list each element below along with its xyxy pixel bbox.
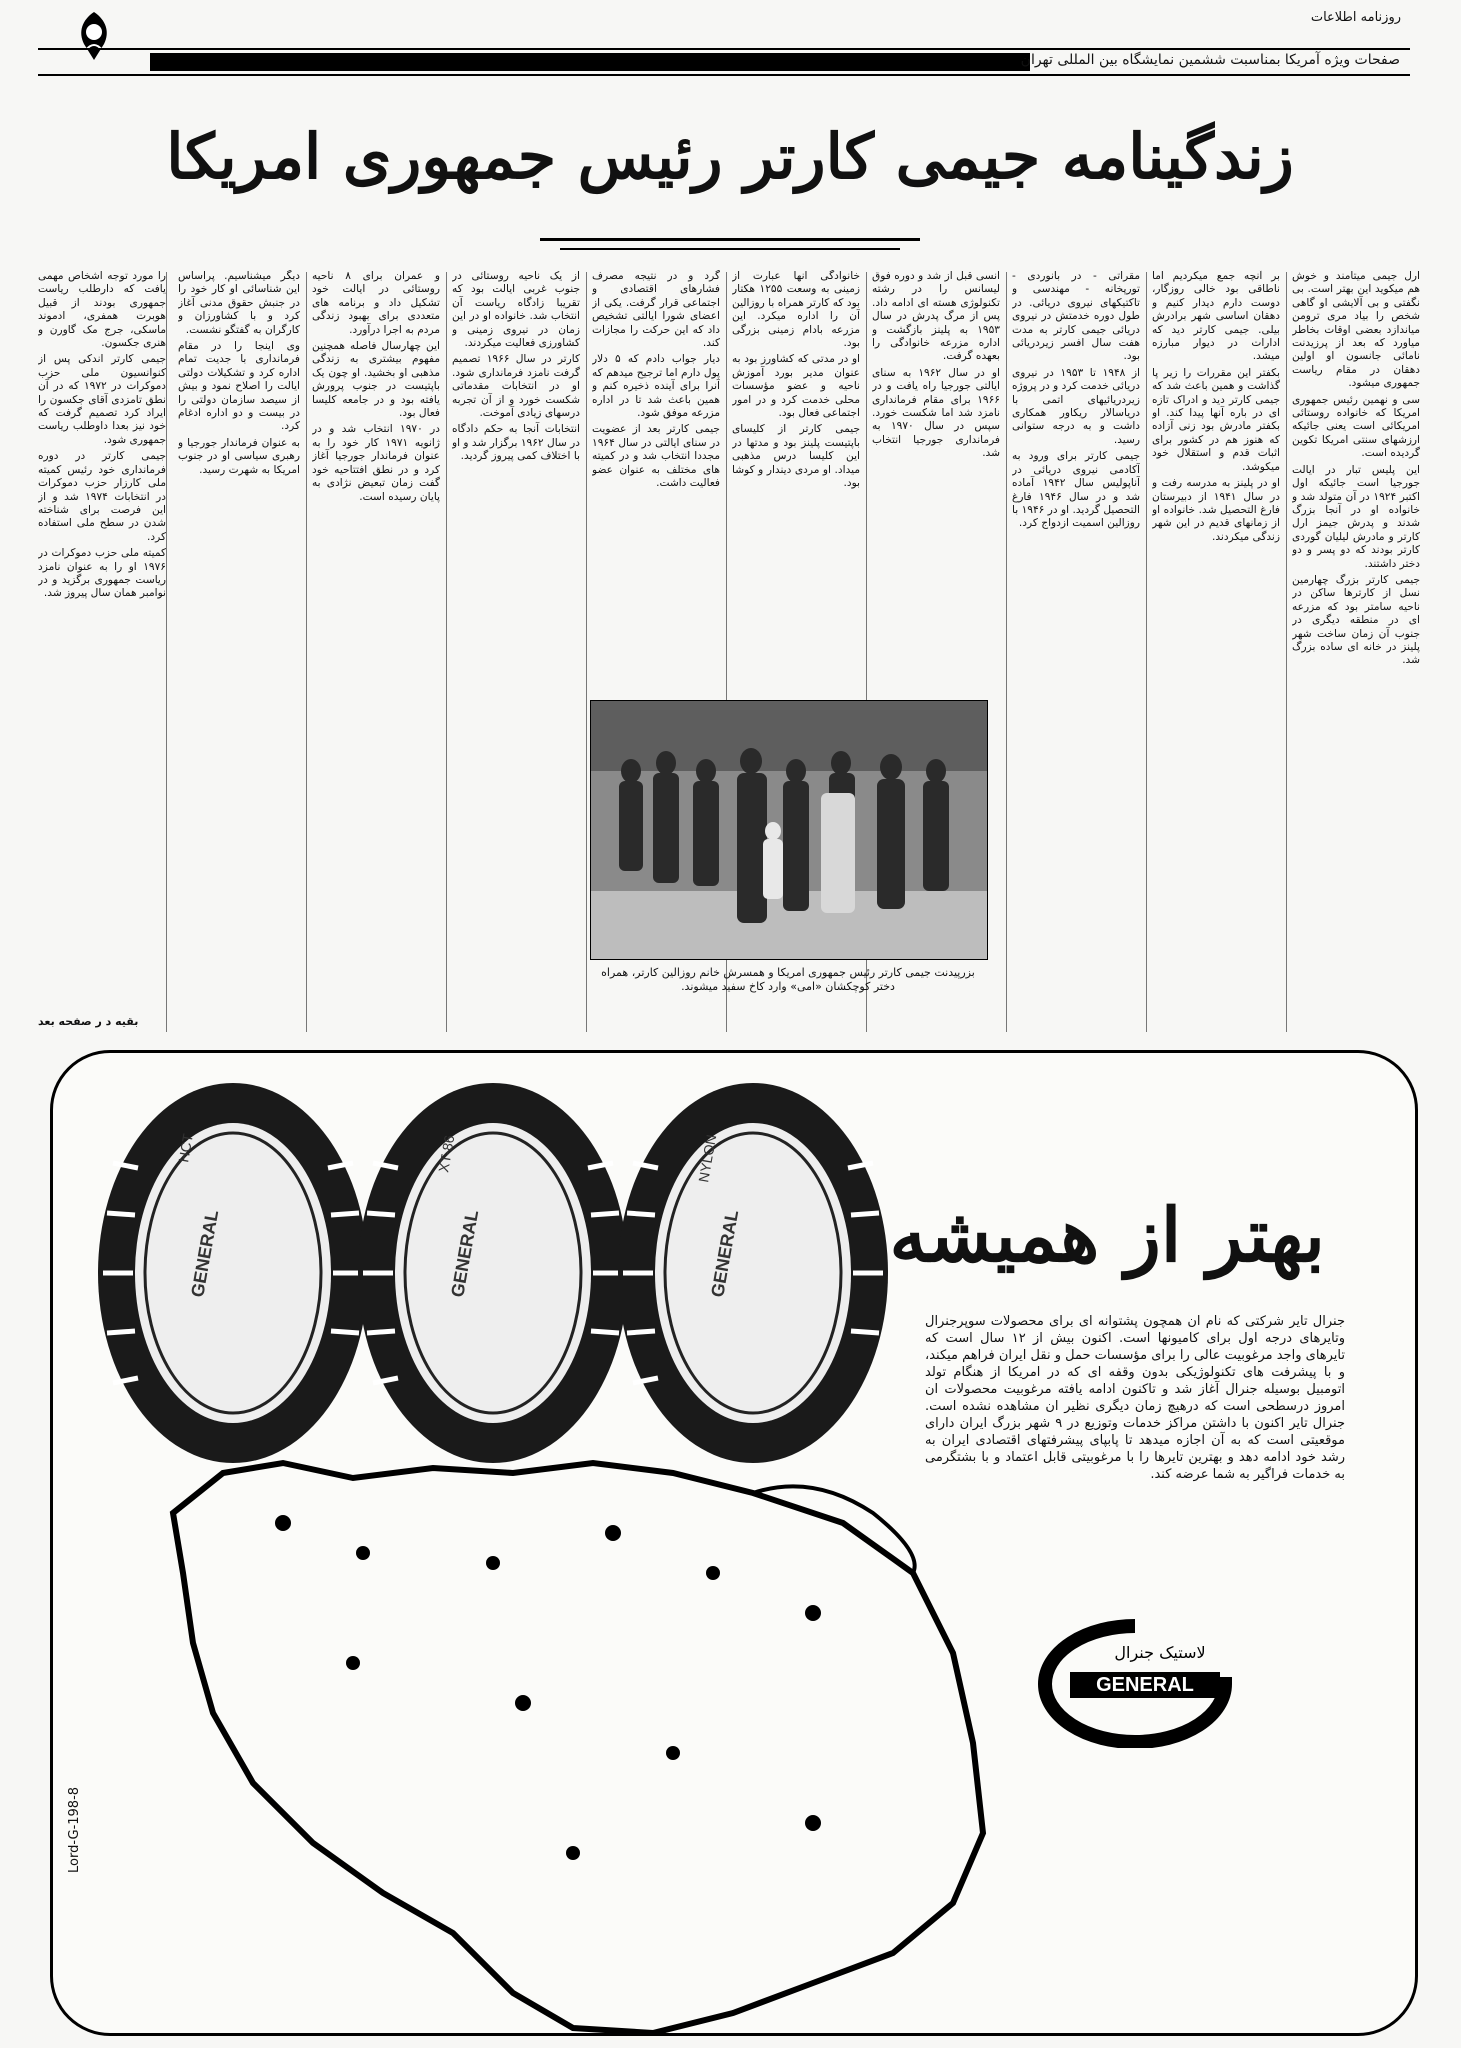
ad-body-text: جنرال تایر شرکتی که نام ان همچون پشتوانه ای برای محصولات سوپرجنرال وتایرهای درجه اول برای کامیونها است. اکنون بیش از ۱۲ سال است که تایرهای واجد مرغوبیت عالی را برای مؤسسات حمل و نقل ایران فراهم میکند، و با پیشرفت های تکنولوژیکی بدون وقفه ای که در امریکا از هنگام تولد اتومبیل بوسیله جنرال آغاز شد و تاکنون ادامه یافته مرغوبیت محصولات ان امروز درسطحی است که درهیچ زمان دیگری نظیر ان مشاهده نشده است. جنرال تایر اکنون با داشتن مراکز خدمات وتوزیع در ۹ شهر بزرگ ایران دارای موقعیتی است که به آن اجازه میدهد تا پابپای پیشرفتهای اقتصادی ایران به رشد خود ادامه دهد و بهترین تایرها را با مرغوبیتی قابل اعتماد و با بشتگرمی به خدمات فراگیر به شما عرضه کند.	[925, 1314, 1345, 1482]
article-column-1: ارل جیمی میتامند و خوش هم میکوید این بهتر است. بی نگفتی و بی آلایشی او گاهی شخص را بیاد مری ترومن میاندازد بعضی اوقات بخاطر میاورد که بعد از پرزیدنت نامائی جانسون او اولین دهقان در مقام ریاست جمهوری میشود. سی و نهمین رئیس جمهوری امریکا که خانواده روستائی امریکائی است یعنی جائیکه ارزشهای سنتی امریکا تکوین گردیده است. این پلیس تبار در ایالت جورجیا است جائیکه اول اکتبر ۱۹۲۴ در آن متولد شد و خانواده او در آنجا بزرگ شدند و پدرش جیمز ارل کارتر و مادرش لیلیان گوردی کارتر بودند که دو پسر و دو دختر داشتند. جیمی کارتر بزرگ چهارمین نسل از کارترها ساکن در ناحیه سامتر بود که مزرعه ای در منطقه دیگری در جنوب آن زمان ساخت شهر پلینز در خانه ای ساده بزرگ شد.	[1292, 270, 1420, 667]
brand-name-en: GENERAL	[1096, 1674, 1194, 1696]
article-column-10: را مورد توجه اشخاص مهمی یافت که دارطلب ریاست جمهوری بودند از قبیل هوبرت همفری، ادموند ماسکی، جرج مک گاورن و هنری جکسون. جیمی کارتر اندکی پس از کنوانسیون ملی حزب دموکرات در ۱۹۷۲ که در آن نطق تامزدی آقای جکسون را ایراد کرد تصمیم گرفت که خود نیز بعدا داوطلب ریاست جمهوری شود. جیمی کارتر در دوره فرمانداری خود رئیس کمیته ملی کارزار حزب دموکرات در انتخابات ۱۹۷۴ شد و از این فرصت برای شناخته شدن در سطح ملی استفاده کرد. کمیته ملی حزب دموکرات در ۱۹۷۶ او را به عنوان نامزد ریاست جمهوری برگزید و در نوامبر همان سال پیروز شد.	[38, 270, 166, 600]
column-divider	[1006, 272, 1007, 1032]
column-divider	[1286, 272, 1287, 1032]
main-headline: زندگینامه جیمی کارتر رئیس جمهوری امریکا	[166, 120, 1294, 193]
column-divider	[446, 272, 447, 1032]
map-city-dots	[275, 1515, 821, 1860]
column-divider	[306, 272, 307, 1032]
article-column-5: خانوادگی انها عبارت از زمینی به وسعت ۱۲۵۵ هکتار بود که کارتر همراه با روزالین آن را اداره میکرد. این مزرعه بادام زمینی بزرگی بود. او در مدتی که کشاورز بود به عنوان مدیر بورد آموزش ناحیه و عضو مؤسسات محلی خدمت کرد و در امور اجتماعی فعال بود. جیمی کارتر از کلیسای باپتیست پلینز بود و مدتها در این کلیسا درس مذهبی میداد. او مردی دیندار و کوشا بود.	[732, 270, 860, 490]
article-column-3: مقراتی - در بانوردی - تورپخانه - مهندسی و تاکتیکهای نیروی دریائی. در طول دوره خدمتش در نیروی دریائی جیمی کارتر به مدت هفت سال افسر زیردریائی بود. از ۱۹۴۸ تا ۱۹۵۳ در نیروی دریائی خدمت کرد و در پروژه زیردریائیهای اتمی با دریاسالار ریکاور همکاری داشت و به درجه ستوانی رسید. جیمی کارتر برای ورود به آکادمی نیروی دریائی در آناپولیس سال ۱۹۴۲ آماده شد و در سال ۱۹۴۶ فارغ التحصیل گردید. او در ۱۹۴۶ با روزالین اسمیت ازدواج کرد.	[1012, 270, 1140, 530]
header-subtitle: صفحات ویژه آمریکا بمناسبت ششمین نمایشگاه بین المللی تهران	[1020, 52, 1400, 68]
header-bar	[38, 48, 1410, 76]
carter-family-photo	[590, 700, 988, 960]
newspaper-name: روزنامه اطلاعات	[1310, 10, 1401, 25]
article-column-2: بر آنچه جمع میکردیم اما ناطاقی بود خالی روزگار، دوست دارم دیدار کنیم و دهقان اساسی شهر برادرش بیلی. جیمی کارتر دید که ادارات در دیوار مبارزه میشد. بکفتر این مقررات را زیر پا گذاشت و همین باعث شد که جیمی کارتر دید و ادراک تازه ای در باره آنها پیدا کند. او بکفتر مادرش بود زنی آزاده که هنوز هم در کشور برای اثبات قدم و استقلال خود میکوشد. او در پلینز به مدرسه رفت و در سال ۱۹۴۱ از دبیرستان فارغ التحصیل شد. خانواده او از زمانهای قدیم در این شهر زندگی میکردند.	[1152, 270, 1280, 543]
tire-group	[98, 1083, 888, 1463]
tire-model-1: HCT	[175, 1132, 196, 1164]
continued-notice: بقیه د ر صفحه بعد	[38, 1015, 139, 1028]
tire-model-3: NYLON	[695, 1133, 720, 1184]
ad-code: Lord-G-198-8	[67, 1786, 82, 1873]
tire-model-2: XT-86	[435, 1133, 458, 1174]
headline-rule-bottom	[560, 248, 900, 250]
article-column-9: دیگر میشناسیم. پراساس این شناسائی او کار خود را در جنبش حقوق مدنی آغاز کرد و با کشاورزان و کارگران به گفتگو نشست. وی اینجا را در مقام فرمانداری با جدیت تمام اداره کرد و تشکیلات دولتی ایالت را اصلاح نمود و بیش از سیصد سازمان دولتی را در بیست و دو اداره ادغام کرد. به عنوان فرماندار جورجیا و رهبری سیاسی او در جنوب امریکا به شهرت رسید.	[178, 270, 300, 476]
tire-label-2: GENERAL	[447, 1208, 483, 1299]
column-divider	[586, 272, 587, 1032]
iran-map-outline	[173, 1463, 983, 2033]
tire-label-3: GENERAL	[707, 1208, 743, 1299]
brand-name-fa: لاستیک جنرال	[1114, 1643, 1206, 1662]
headline-rule-top	[540, 238, 920, 241]
header-black-band	[150, 53, 1030, 71]
photo-illustration	[591, 701, 987, 959]
article-column-8: و عمران برای ۸ ناحیه روستائی در ایالت خود تشکیل داد و برنامه های متعددی برای بهبود زندگی مردم به اجرا درآورد. این چهارسال فاصله همچنین مفهوم بیشتری به زندگی مذهبی او بخشید. او چون یک باپتیست در جنوب پرورش یافته بود و در جامعه کلیسا فعال بود. در ۱۹۷۰ انتخاب شد و در ژانویه ۱۹۷۱ کار خود را به عنوان فرماندار جورجیا آغاز کرد و در نطق افتتاحیه خود گفت زمان تبعیض نژادی به پایان رسیده است.	[312, 270, 440, 503]
column-divider	[1146, 272, 1147, 1032]
general-brand-logo	[1030, 1618, 1240, 1748]
general-tire-ad	[50, 1050, 1418, 2036]
photo-caption: بزرپیدنت جیمی کارتر رئیس جمهوری امریکا و همسرش خانم روزالین کارتر، همراه دختر کوچکشان «امی» وارد کاخ سفید میشوند.	[601, 966, 975, 993]
article-column-4: انسی قبل از شد و دوره فوق لیسانس را در رشته تکنولوژی هسته ای ادامه داد. پس از مرگ پدرش در سال ۱۹۵۳ به پلینز بازگشت و اداره مزرعه خانوادگی را بعهده گرفت. او در سال ۱۹۶۲ به سنای ایالتی جورجیا راه یافت و در ۱۹۶۶ برای مقام فرمانداری نامزد شد اما شکست خورد. سپس در سال ۱۹۷۰ به فرمانداری جورجیا انتخاب شد.	[872, 270, 1000, 460]
article-column-6: گرد و در نتیجه مصرف فشارهای اقتصادی و اجتماعی قرار گرفت. یکی از اعضای شورا ایالتی تشخیص داد که این حرکت را مجازات کند. دیار جواب دادم که ۵ دلار پول دارم اما ترجیح میدهم که آنرا برای آینده ذخیره کنم و همین باعث شد تا در اداره مزرعه موفق شود. جیمی کارتر بعد از عضویت در سنای ایالتی در سال ۱۹۶۴ مجددا انتخاب شد و در کمیته های مختلف به عنوان عضو فعالیت داشت.	[592, 270, 720, 490]
column-divider	[166, 272, 167, 1032]
tire-label-1: GENERAL	[187, 1208, 223, 1299]
article-column-7: از یک ناحیه روستائی در جنوب غربی ایالت بود که تقریبا زادگاه ریاست آن انتخاب شد. خانواده او در این زمان در نیروی زمینی و کشاورزی فعالیت میکردند. کارتر در سال ۱۹۶۶ تصمیم گرفت نامزد فرمانداری شود. او در انتخابات مقدماتی شکست خورد و از آن تجربه درسهای زیادی آموخت. انتخابات آنجا به حکم دادگاه در سال ۱۹۶۲ برگزار شد و او با اختلاف کمی پیروز گردید.	[452, 270, 580, 463]
ad-title: بهتر از همیشه	[889, 1193, 1325, 1279]
